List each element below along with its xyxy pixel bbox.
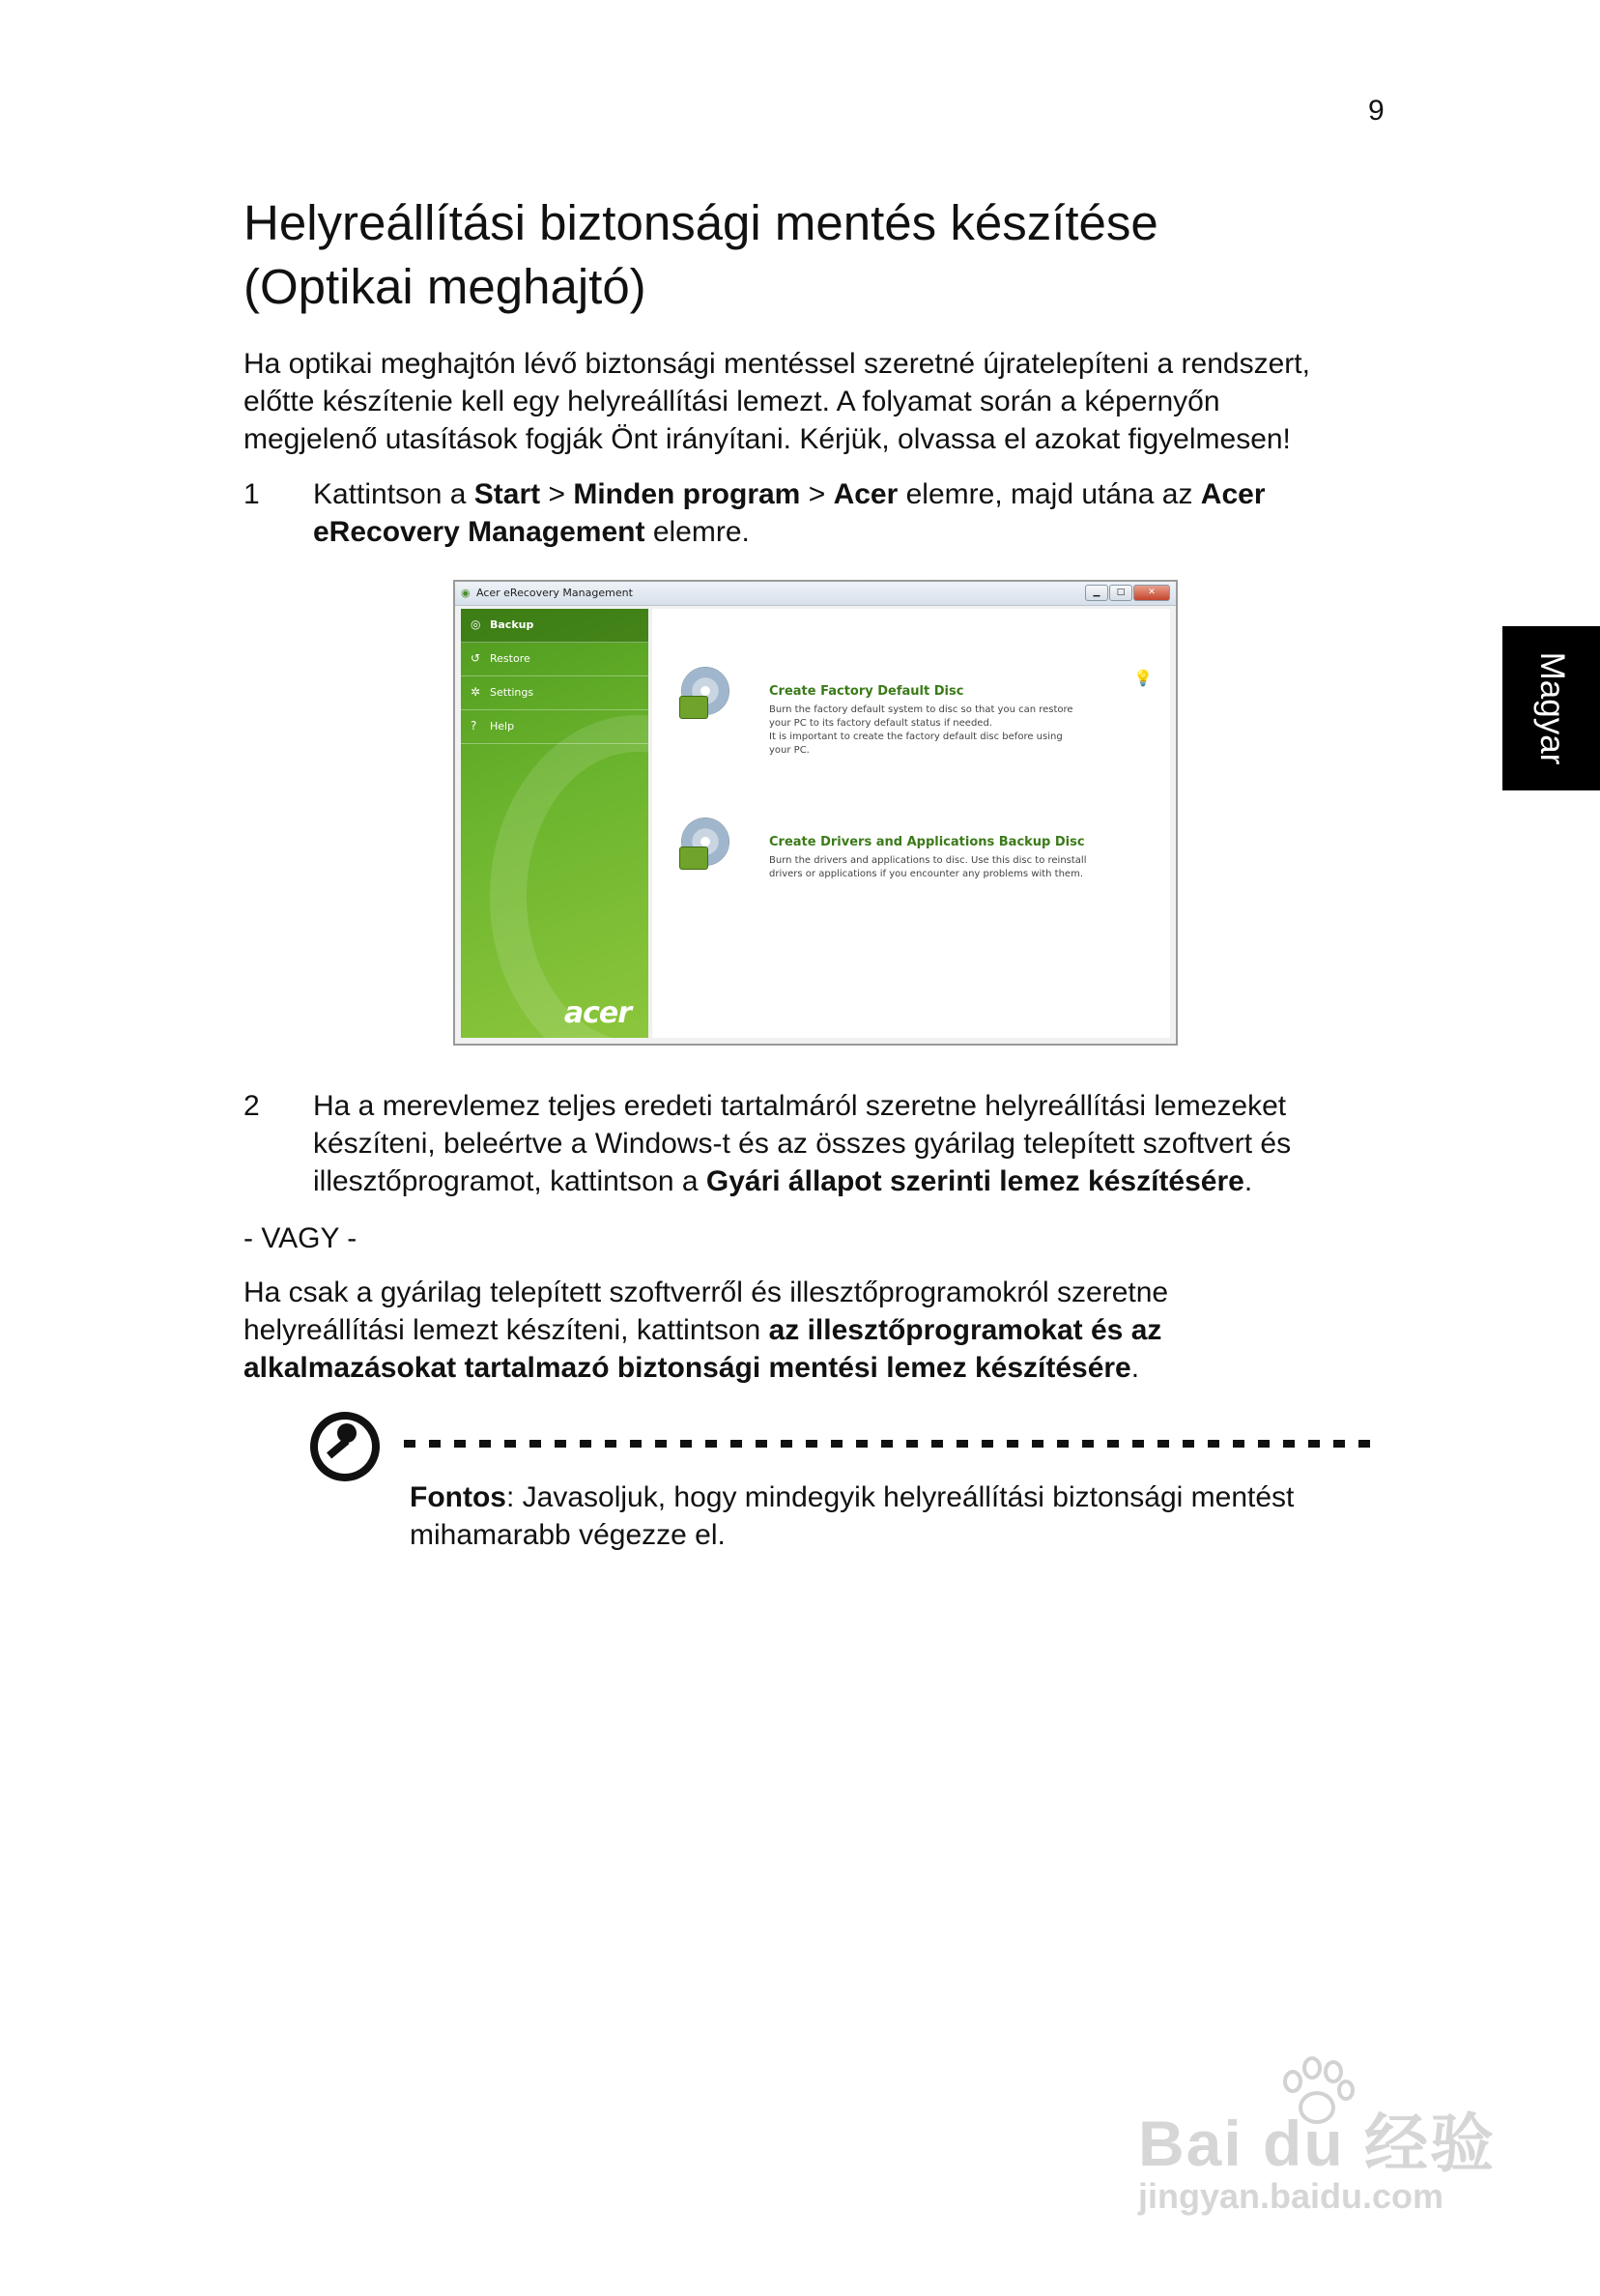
- maximize-icon: □: [1109, 585, 1132, 601]
- intro-paragraph: [243, 345, 1310, 458]
- step-1-text-2: elemre, majd utána az: [898, 478, 1201, 510]
- close-icon: ✕: [1133, 585, 1170, 601]
- intro-line-2: előtte készítenie kell egy helyreállítási lemezt. A folyamat során a képernyőn: [243, 386, 1220, 417]
- language-tab-label: Magyar: [1532, 651, 1571, 765]
- step-2-period: .: [1243, 1165, 1253, 1197]
- step-1-acer: Acer: [833, 478, 899, 510]
- step-1-number: 1: [243, 478, 260, 510]
- note-divider: [404, 1440, 1384, 1448]
- disc-badge-icon: [679, 696, 708, 719]
- step-1-acer-2: Acer: [1200, 478, 1266, 510]
- title-line-1: Helyreállítási biztonsági mentés készítése: [243, 195, 1158, 250]
- note-line-2: mihamarabb végezze el.: [410, 1519, 726, 1551]
- nav-item-settings: [461, 676, 648, 710]
- option-2-desc: [769, 854, 1117, 881]
- alt-period: .: [1130, 1352, 1140, 1384]
- option-1-desc-4: your PC.: [769, 745, 810, 756]
- window-title: Acer eRecovery Management: [476, 587, 633, 599]
- step-1-sep-2: >: [800, 478, 834, 510]
- alternative-paragraph: [243, 1274, 1168, 1387]
- option-2-title: Create Drivers and Applications Backup Disc: [769, 835, 1085, 849]
- window-titlebar: [455, 582, 1176, 606]
- step-2-factory-disc: Gyári állapot szerinti lemez készítésére: [705, 1165, 1244, 1197]
- step-1-erecovery: eRecovery Management: [313, 516, 645, 548]
- help-icon: ?: [471, 719, 477, 732]
- option-2-desc-1: Burn the drivers and applications to disc. Use this disc to reinstall: [769, 855, 1087, 866]
- option-1-desc-2: your PC to its factory default status if needed.: [769, 718, 992, 729]
- step-2-number: 2: [243, 1090, 260, 1122]
- nav-label-restore: Restore: [490, 652, 530, 665]
- nav-item-restore: [461, 643, 648, 676]
- option-1-title: Create Factory Default Disc: [769, 684, 964, 699]
- note-label: Fontos: [410, 1481, 506, 1513]
- minimize-icon: ▁: [1085, 585, 1108, 601]
- key-icon: [310, 1412, 380, 1481]
- page-number: 9: [1368, 95, 1385, 127]
- option-1-desc: [769, 703, 1117, 758]
- step-2-line-2: készíteni, beleértve a Windows-t és az összes gyárilag telepített szoftvert és: [313, 1128, 1292, 1160]
- step-1-all-programs: Minden program: [573, 478, 801, 510]
- nav-label-backup: Backup: [490, 618, 534, 631]
- nav-label-settings: Settings: [490, 686, 534, 699]
- step-1-sep-1: >: [540, 478, 574, 510]
- note-text: [410, 1478, 1294, 1554]
- title-line-2: (Optikai meghajtó): [243, 259, 646, 314]
- watermark-brand: Bai du 经验: [1138, 2108, 1497, 2179]
- intro-line-3: megjelenő utasítások fogják Önt irányítani. Kérjük, olvassa el azokat figyelmesen!: [243, 423, 1291, 455]
- acer-logo: acer: [563, 996, 631, 1030]
- note-line-1: : Javasoljuk, hogy mindegyik helyreállítási biztonsági mentést: [505, 1481, 1295, 1513]
- language-tab: [1502, 626, 1600, 790]
- alt-line-1: Ha csak a gyárilag telepített szoftverről és illesztőprogramokról szeretne: [243, 1277, 1169, 1308]
- alt-bold-1: az illesztőprogramokat és az: [768, 1314, 1162, 1346]
- sidebar-swirl: [490, 715, 648, 1038]
- apps-badge-icon: [679, 847, 708, 870]
- step-1-start: Start: [473, 478, 541, 510]
- content-pane: [652, 609, 1170, 1038]
- gear-icon: ✲: [471, 685, 481, 699]
- erecovery-window-screenshot: [453, 580, 1178, 1046]
- option-2-desc-2: drivers or applications if you encounter any problems with them.: [769, 869, 1083, 879]
- restore-icon: ↺: [471, 651, 481, 665]
- watermark-url: jingyan.baidu.com: [1138, 2176, 1444, 2216]
- option-1-desc-1: Burn the factory default system to disc so that you can restore: [769, 704, 1073, 715]
- page-title: [243, 191, 1403, 319]
- sidebar: [461, 609, 648, 1038]
- app-icon: ◉: [461, 587, 471, 599]
- intro-line-1: Ha optikai meghajtón lévő biztonsági mentéssel szeretné újratelepíteni a rendszert,: [243, 348, 1310, 380]
- step-1-text-3: elemre.: [644, 516, 750, 548]
- nav-item-backup: [461, 609, 648, 643]
- step-2-text: [313, 1087, 1291, 1200]
- option-1-desc-3: It is important to create the factory default disc before using: [769, 732, 1063, 742]
- alt-line-2: helyreállítási lemezt készíteni, kattintson: [243, 1314, 769, 1346]
- step-2-line-3: illesztőprogramot, kattintson a: [313, 1165, 706, 1197]
- window-controls: [1085, 585, 1170, 601]
- alt-bold-2: alkalmazásokat tartalmazó biztonsági mentési lemez készítésére: [243, 1352, 1131, 1384]
- disc-icon: ◎: [471, 617, 481, 631]
- step-2-line-1: Ha a merevlemez teljes eredeti tartalmáról szeretne helyreállítási lemezeket: [313, 1090, 1287, 1122]
- nav-item-help: [461, 710, 648, 744]
- bulb-icon: 💡: [1133, 669, 1153, 687]
- or-separator: - VAGY -: [243, 1222, 357, 1254]
- step-1-text: [313, 475, 1266, 551]
- step-1-text-1: Kattintson a: [313, 478, 474, 510]
- nav-label-help: Help: [490, 720, 515, 732]
